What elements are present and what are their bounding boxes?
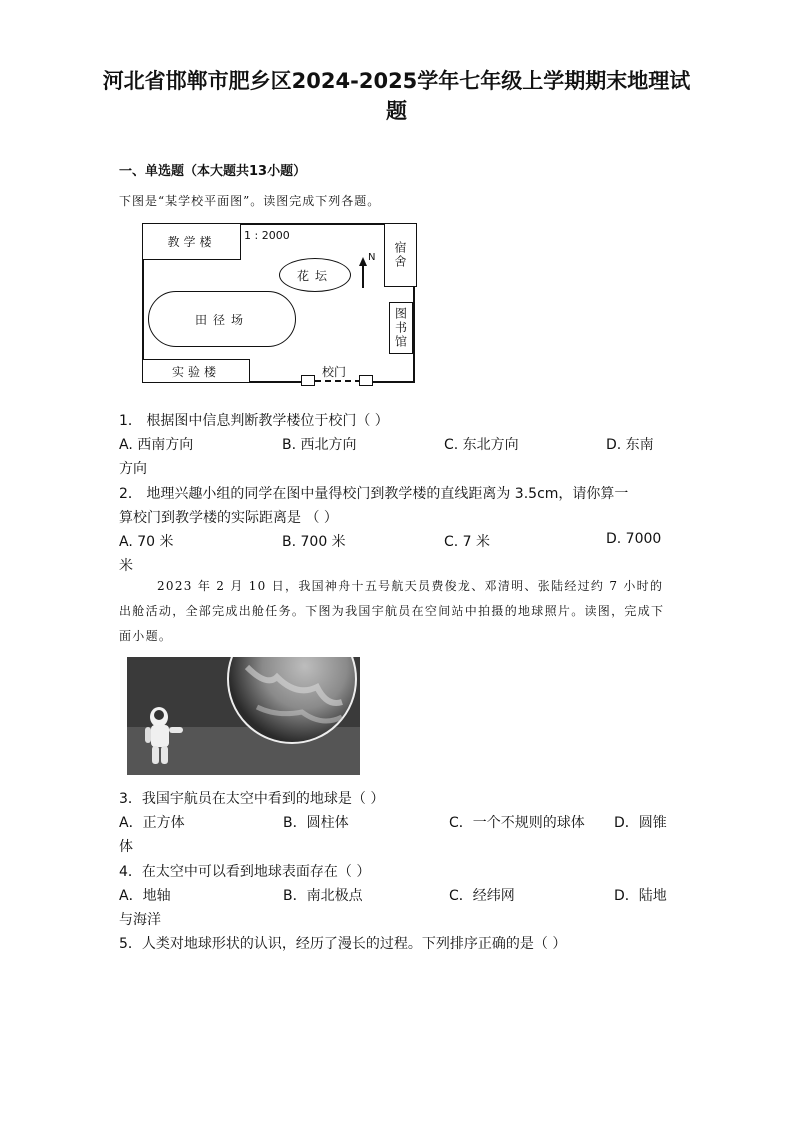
- gate-line: [315, 380, 361, 382]
- q1-option-d-cont: 方向: [119, 461, 147, 477]
- question-5: 5．人类对地球形状的认识，经历了漫长的过程。下列排序正确的是（ ）: [119, 936, 567, 952]
- map-scale: 1 : 2000: [244, 229, 290, 242]
- page-title: 河北省邯郸市肥乡区2024-2025学年七年级上学期期末地理试题: [102, 69, 691, 123]
- q3-option-d: D．圆锥: [614, 815, 667, 831]
- q2-option-a: A. 70 米: [119, 534, 174, 550]
- q4-option-b: B．南北极点: [283, 888, 363, 904]
- q1-option-a: A. 西南方向: [119, 437, 194, 453]
- question-1: 1． 根据图中信息判断教学楼位于校门（ ）: [119, 413, 389, 429]
- question-2: 2． 地理兴趣小组的同学在图中量得校门到教学楼的直线距离为 3.5cm，请你算一: [119, 486, 629, 502]
- q2-option-d: D. 7000: [606, 531, 662, 547]
- map-teaching-building: 教学楼: [142, 223, 241, 260]
- map-dorm: 宿舍: [384, 223, 417, 287]
- q1-option-b: B. 西北方向: [282, 437, 357, 453]
- q1-option-c: C. 东北方向: [444, 437, 519, 453]
- map-library: 图书馆: [389, 302, 413, 354]
- map-track-field: 田径场: [148, 291, 296, 347]
- map-garden: 花坛: [279, 258, 351, 292]
- context-paragraph: 2023 年 2 月 10 日，我国神舟十五号航天员费俊龙、邓清明、张陆经过约 7 小时的出舱活动，全部完成出舱任务。下图为我国宇航员在空间站中拍摄的地球照片。读图，完成下面小题。: [119, 579, 665, 643]
- q1-option-d: D. 东南: [606, 437, 654, 453]
- q2-option-b: B. 700 米: [282, 534, 346, 550]
- earth-photo: [127, 657, 360, 775]
- map-gate: 校门: [322, 365, 347, 379]
- q3-option-b: B．圆柱体: [283, 815, 349, 831]
- gate-post-left: [301, 375, 315, 386]
- q3-option-c: C．一个不规则的球体: [449, 815, 585, 831]
- question-3: 3．我国宇航员在太空中看到的地球是（ ）: [119, 791, 385, 807]
- q2-option-d-cont: 米: [119, 558, 133, 574]
- q4-option-d: D．陆地: [614, 888, 667, 904]
- question-4: 4．在太空中可以看到地球表面存在（ ）: [119, 864, 371, 880]
- school-map: [142, 223, 415, 383]
- map-lab-building: 实验楼: [142, 359, 250, 383]
- q3-option-a: A．正方体: [119, 815, 185, 831]
- q4-option-d-cont: 与海洋: [119, 912, 161, 928]
- q3-option-d-cont: 体: [119, 839, 133, 855]
- q4-option-a: A．地轴: [119, 888, 171, 904]
- gate-post-right: [359, 375, 373, 386]
- question-2-line2: 算校门到教学楼的实际距离是 （ ）: [119, 510, 338, 526]
- north-label: N: [368, 252, 376, 263]
- q4-option-c: C．经纬网: [449, 888, 515, 904]
- intro-text: 下图是“某学校平面图”。读图完成下列各题。: [119, 194, 381, 208]
- section-heading: 一、单选题（本大题共13小题）: [119, 164, 307, 179]
- q2-option-c: C. 7 米: [444, 534, 491, 550]
